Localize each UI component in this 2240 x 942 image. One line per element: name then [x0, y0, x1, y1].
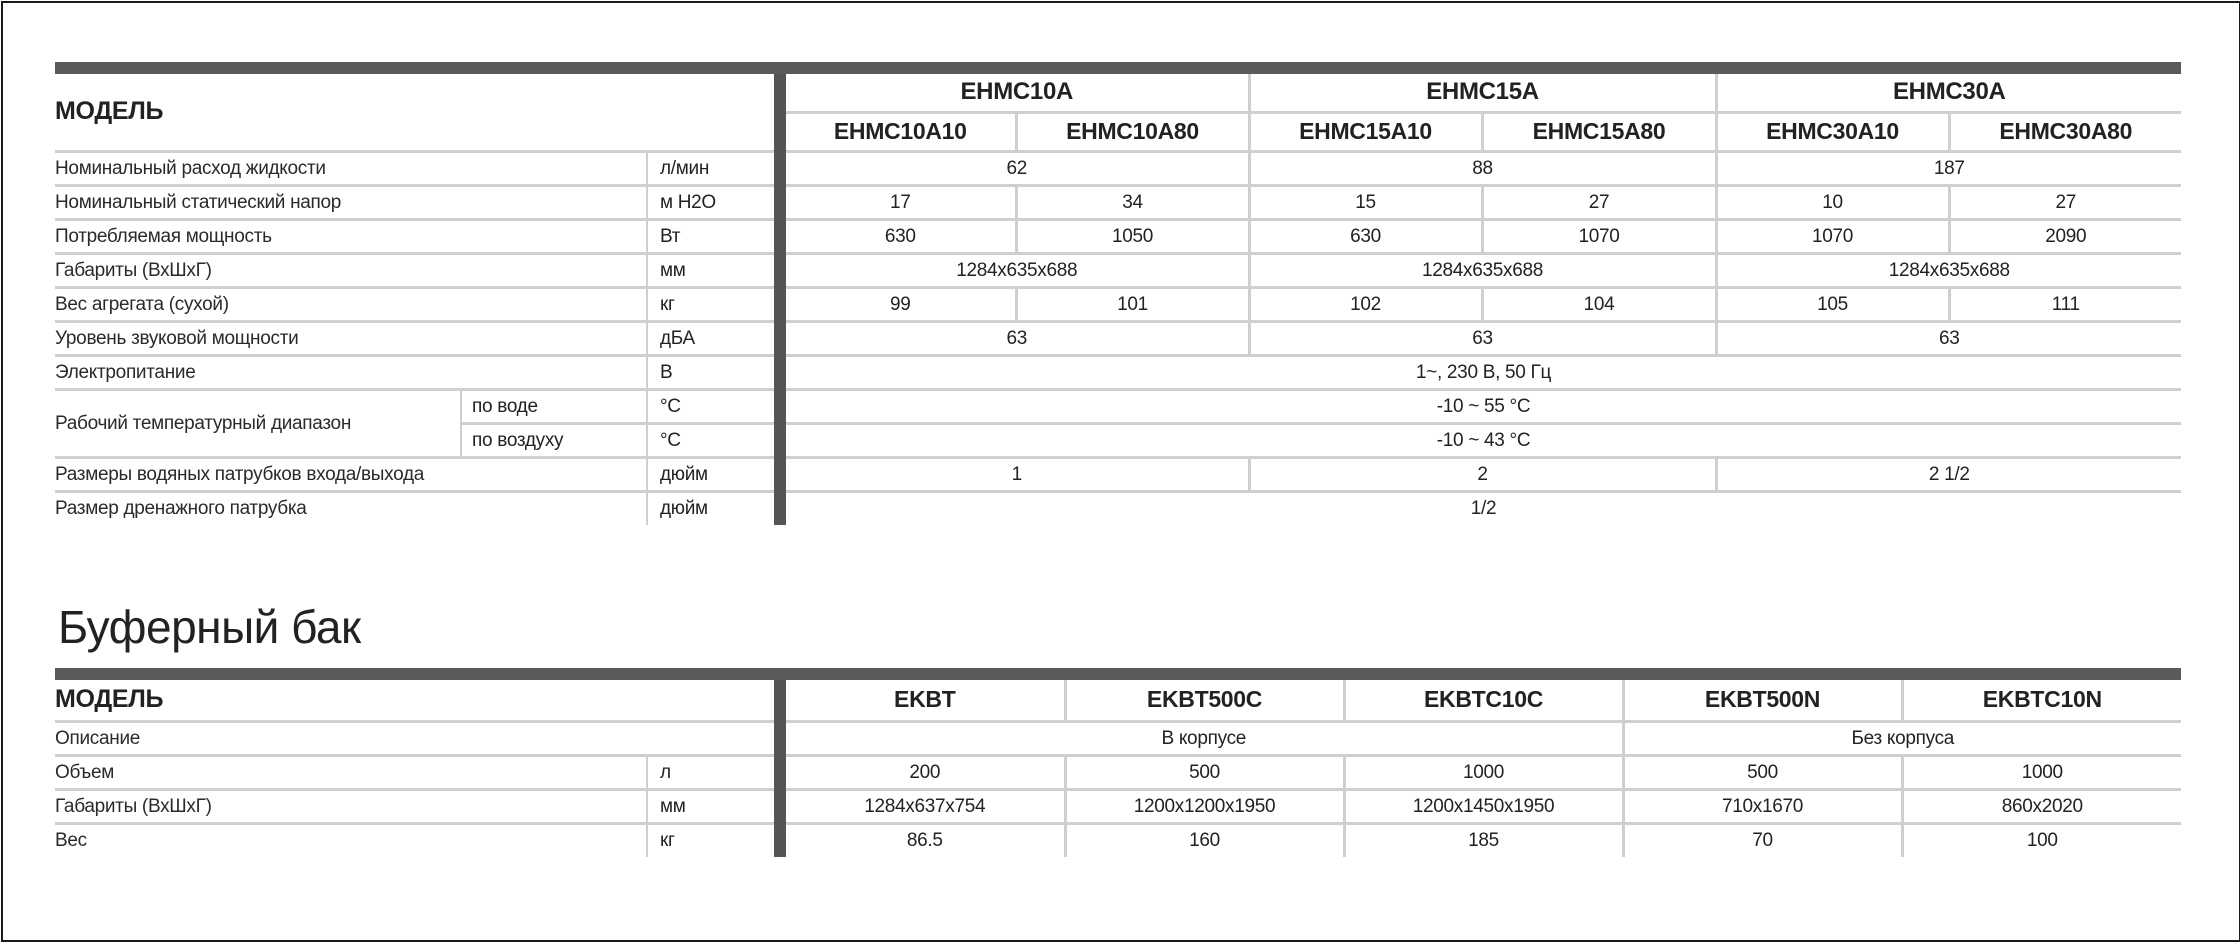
row-value: 86.5	[906, 830, 943, 852]
row-value: 104	[1482, 287, 1716, 321]
table-row	[55, 355, 2181, 389]
row-label: Номинальный статический напор	[55, 185, 647, 219]
row-value: 15	[1249, 185, 1482, 219]
row-value: 187	[1716, 151, 2181, 185]
row-value: 63	[786, 321, 1249, 355]
row-value: 185	[1344, 823, 1623, 857]
row-value: 105	[1716, 287, 1949, 321]
table-row	[55, 491, 2181, 525]
group-header: EHMC10A	[786, 74, 1249, 112]
row-unit: дюйм	[647, 491, 774, 525]
row-label: Габариты (ВхШхГ)	[55, 789, 647, 823]
model-header: МОДЕЛЬ	[55, 74, 774, 151]
row-value: 1200x1200x1950	[1065, 789, 1344, 823]
table-row	[55, 151, 2181, 185]
row-value: 630	[1249, 219, 1482, 253]
model-header-cell: EKBTC10C	[1344, 680, 1623, 721]
row-unit: дБА	[647, 321, 774, 355]
pump-module-spec-table	[55, 74, 2181, 525]
table-row	[55, 457, 2181, 491]
row-value: 101	[1016, 287, 1249, 321]
row-label: Уровень звуковой мощности	[55, 321, 647, 355]
table-row	[55, 253, 2181, 287]
model-header-cell: EHMC30A80	[1949, 112, 2181, 151]
row-value: 710x1670	[1623, 789, 1902, 823]
model-header-row	[55, 680, 2181, 721]
row-value: 1~, 230 В, 50 Гц	[786, 355, 2181, 389]
row-value: 2	[1249, 457, 1716, 491]
row-value: 63	[1716, 321, 2181, 355]
row-value: 88	[1249, 151, 1716, 185]
column-separator	[774, 680, 786, 857]
row-value: 10	[1716, 185, 1949, 219]
table-top-bar	[55, 62, 2181, 74]
section-title: Буферный бак	[58, 601, 361, 653]
row-value: 1200x1450x1950	[1344, 789, 1623, 823]
row-label: Вес агрегата (сухой)	[55, 287, 647, 321]
row-value: 1070	[1716, 219, 1949, 253]
table-row	[55, 789, 2181, 823]
row-unit: мм	[647, 789, 774, 823]
row-value: В корпусе	[786, 721, 1623, 755]
row-value: Без корпуса	[1623, 721, 2181, 755]
row-value: 17	[786, 185, 1016, 219]
row-unit: л	[647, 755, 774, 789]
row-value: 2090	[1949, 219, 2181, 253]
model-header-cell: EKBT500N	[1623, 680, 1902, 721]
row-value: 160	[1065, 823, 1344, 857]
row-unit: дюйм	[647, 457, 774, 491]
group-header: EHMC30A	[1716, 74, 2181, 112]
buffer-tank-spec-table	[55, 680, 2181, 857]
row-value: 70	[1623, 823, 1902, 857]
row-value: 200	[786, 755, 1065, 789]
table-row	[55, 755, 2181, 789]
row-value: 1050	[1016, 219, 1249, 253]
row-value: 27	[1482, 185, 1716, 219]
row-unit: Вт	[647, 219, 774, 253]
row-value: 2 1/2	[1716, 457, 2181, 491]
row-value: 100	[1902, 823, 2181, 857]
row-value: 99	[786, 287, 1016, 321]
model-header: МОДЕЛЬ	[55, 680, 774, 721]
row-unit: В	[647, 355, 774, 389]
row-value: 860x2020	[1902, 789, 2181, 823]
buffer-tank-table	[55, 668, 2181, 857]
row-unit: кг	[647, 823, 774, 857]
row-value: 102	[1249, 287, 1482, 321]
model-header-cell: EKBT	[786, 680, 1065, 721]
row-value: 1284x635x688	[1249, 253, 1716, 287]
table-row	[55, 823, 2181, 857]
row-value: 62	[786, 151, 1249, 185]
row-sublabel: по воде	[461, 389, 647, 423]
table-top-bar	[55, 668, 2181, 680]
row-unit: °C	[647, 389, 774, 423]
row-unit: м H2O	[647, 185, 774, 219]
row-value: 63	[1249, 321, 1716, 355]
row-label: Размер дренажного патрубка	[55, 498, 307, 520]
table-row	[55, 721, 2181, 755]
row-value: -10 ~ 43 °C	[786, 423, 2181, 457]
row-value: 1284x637x754	[786, 789, 1065, 823]
row-unit: °C	[647, 423, 774, 457]
row-label: Номинальный расход жидкости	[55, 151, 647, 185]
row-value: 500	[1623, 755, 1902, 789]
group-header-row	[55, 74, 2181, 112]
model-header-cell: EHMC15A80	[1482, 112, 1716, 151]
row-label: Описание	[55, 721, 774, 755]
pump-module-table	[55, 62, 2181, 525]
table-row	[55, 185, 2181, 219]
row-value: 111	[1949, 287, 2181, 321]
row-label: Габариты (ВхШхГ)	[55, 253, 647, 287]
row-value: -10 ~ 55 °C	[786, 389, 2181, 423]
row-unit: кг	[647, 287, 774, 321]
row-value: 1284x635x688	[786, 253, 1249, 287]
group-header: EHMC15A	[1249, 74, 1716, 112]
row-value: 1000	[1344, 755, 1623, 789]
model-header-cell: EHMC10A10	[786, 112, 1016, 151]
model-header-cell: EHMC10A80	[1016, 112, 1249, 151]
row-value: 34	[1016, 185, 1249, 219]
row-value: 1/2	[1470, 498, 1497, 520]
row-label: Вес	[55, 830, 87, 852]
row-label: Электропитание	[55, 355, 647, 389]
column-separator	[774, 74, 786, 525]
model-header-cell: EHMC30A10	[1716, 112, 1949, 151]
row-unit: л/мин	[647, 151, 774, 185]
row-value: 1070	[1482, 219, 1716, 253]
row-label: Размеры водяных патрубков входа/выхода	[55, 457, 647, 491]
row-value: 27	[1949, 185, 2181, 219]
row-label: Потребляемая мощность	[55, 219, 647, 253]
row-label: Объем	[55, 755, 647, 789]
row-unit: мм	[647, 253, 774, 287]
row-sublabel: по воздуху	[461, 423, 647, 457]
row-label: Рабочий температурный диапазон	[55, 389, 461, 457]
model-header-cell: EHMC15A10	[1249, 112, 1482, 151]
row-value: 1284x635x688	[1716, 253, 2181, 287]
row-value: 1000	[1902, 755, 2181, 789]
model-header-cell: EKBTC10N	[1902, 680, 2181, 721]
table-row	[55, 321, 2181, 355]
table-row	[55, 287, 2181, 321]
table-row	[55, 219, 2181, 253]
row-value: 630	[786, 219, 1016, 253]
model-header-cell: EKBT500C	[1065, 680, 1344, 721]
table-row	[55, 389, 2181, 423]
row-value: 500	[1065, 755, 1344, 789]
row-value: 1	[786, 457, 1249, 491]
